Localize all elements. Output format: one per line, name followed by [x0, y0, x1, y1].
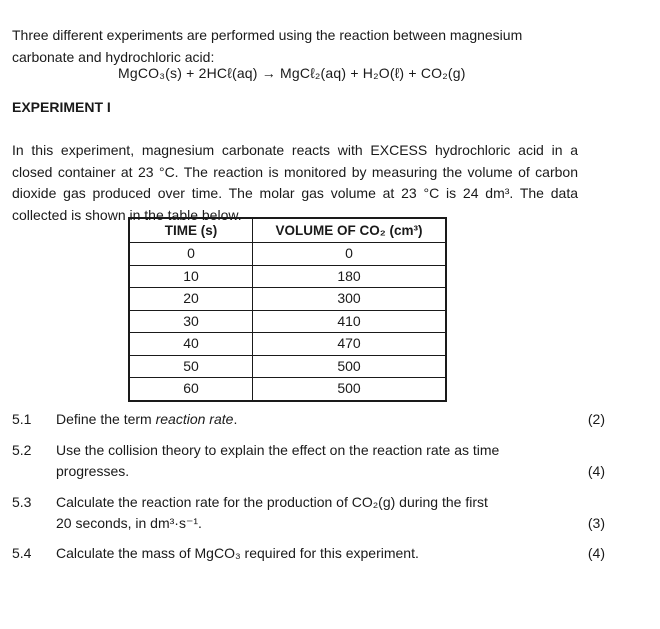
- question-line: 20 seconds, in dm³·s⁻¹.: [56, 515, 202, 531]
- data-table: [128, 217, 447, 402]
- volume-cell: 180: [253, 265, 447, 288]
- questions-list: [12, 409, 605, 564]
- experiment-description: In this experiment, magnesium carbonate reacts with EXCESS hydrochloric acid in a closed container at 23 °C. The reaction is monitored by measuring the volume of carbon dioxide gas produced over time. The molar gas volume at 23 °C is 24 dm³. The data collected is shown in the table below.: [12, 142, 578, 223]
- intro-paragraph: Three different experiments are performed using the reaction between magnesium carbonate and hydrochloric acid:: [12, 27, 523, 65]
- volume-cell: 500: [253, 378, 447, 401]
- volume-cell: 500: [253, 355, 447, 378]
- volume-cell: 300: [253, 288, 447, 311]
- table-row: [129, 333, 446, 356]
- time-cell: 10: [129, 265, 253, 288]
- volume-cell: 470: [253, 333, 447, 356]
- question-text: [56, 492, 526, 535]
- question-marks: (3): [587, 515, 605, 531]
- question-text: [56, 409, 526, 431]
- table-row: [129, 288, 446, 311]
- question-marks: (4): [587, 463, 605, 479]
- question-line: [56, 409, 526, 431]
- table-row: [129, 310, 446, 333]
- question-line: Calculate the mass of MgCO₃ required for this experiment.: [56, 544, 419, 561]
- table-row: [129, 355, 446, 378]
- table-header-time: TIME (s): [129, 218, 253, 243]
- chemical-equation: MgCO₃(s) + 2HCℓ(aq) → MgCℓ₂(aq) + H₂O(ℓ) + CO₂(g): [118, 65, 466, 81]
- question-item-5-1: [12, 409, 605, 431]
- table-header-row: [129, 218, 446, 243]
- question-text: [56, 543, 526, 565]
- question-line: Use the collision theory to explain the effect on the reaction rate as time: [56, 441, 500, 458]
- time-cell: 20: [129, 288, 253, 311]
- time-cell: 0: [129, 243, 253, 266]
- question-item-5-3: [12, 492, 605, 535]
- time-cell: 30: [129, 310, 253, 333]
- time-cell: 50: [129, 355, 253, 378]
- question-number: 5.4: [12, 544, 32, 561]
- time-cell: 60: [129, 378, 253, 401]
- table-row: [129, 265, 446, 288]
- table-row: [129, 243, 446, 266]
- question-line: Calculate the reaction rate for the production of CO₂(g) during the first: [56, 493, 488, 510]
- experiment-heading: EXPERIMENT I: [12, 99, 111, 115]
- question-line: progresses.: [56, 463, 130, 479]
- table-header-volume: VOLUME OF CO₂ (cm³): [253, 218, 447, 243]
- question-number: 5.2: [12, 441, 32, 458]
- question-marks: (2): [587, 411, 605, 427]
- question-text-segment: Define the term: [56, 411, 156, 427]
- question-text: [56, 440, 526, 483]
- time-cell: 40: [129, 333, 253, 356]
- volume-cell: 410: [253, 310, 447, 333]
- question-number: 5.3: [12, 493, 32, 510]
- question-item-5-4: [12, 543, 605, 565]
- question-text-segment: .: [233, 411, 238, 427]
- question-item-5-2: [12, 440, 605, 483]
- table-row: [129, 378, 446, 401]
- question-marks: (4): [587, 544, 605, 561]
- question-text-italic: reaction rate: [155, 411, 234, 427]
- question-number: 5.1: [12, 411, 32, 427]
- volume-cell: 0: [253, 243, 447, 266]
